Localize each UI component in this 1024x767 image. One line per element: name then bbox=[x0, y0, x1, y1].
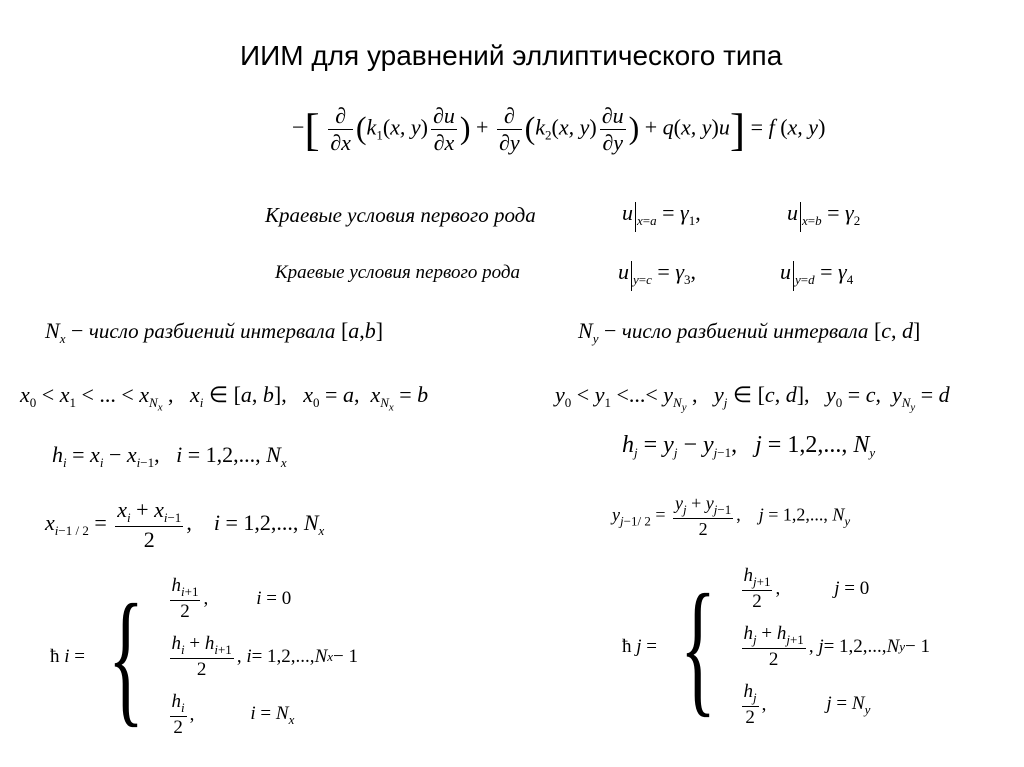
main-equation: −[ $\frac{\partial}{\partial x}$ ($k_1(x$, y) $\frac{\partial u}{\partial x}$ ) + $\frac{\partial}{\partial y}$ ($k_2(x$, y) $\frac{\partial u}{\partial y}$ ) + q(x, y)u] = f (x, y) bbox=[292, 103, 826, 155]
bc-y-right: u $_{y=d} = \gamma_4$ bbox=[780, 259, 853, 291]
x-half-nodes: $x_{i-1 / 2}$ = $\frac{x_i + x_{i-1}}{2}$ , i = 1,2,..., $N_x$ bbox=[45, 497, 325, 552]
y-half-nodes: $y_{j-1/ 2}$ = $\frac{y_j + y_{j-1}}{2}$ , j = 1,2,..., $N_y$ bbox=[612, 493, 851, 539]
hy-step: $h_j = y_j - y_{j-1}$, j = 1,2,..., $N_y$ bbox=[622, 432, 876, 460]
hbar-i-system: ħ i = { $\frac{h_{i+1}}{2}$ , i = 0 $\frac{h_i + h_{i+1}}{2}$ , i = 1,2,..., N x − 1 $\frac{h_i}{2}$ , $i = N_x$ bbox=[50, 574, 358, 740]
hbar-j-system: ħ j = { $\frac{h_{j+1}}{2}$ , j = 0 $\frac{h_j + h_{j+1}}{2}$ , j = 1,2,..., N y − 1 $\frac{h_j}{2}$ , $j = N_y$ bbox=[622, 564, 930, 730]
slide-title: ИИМ для уравнений эллиптического типа bbox=[240, 40, 783, 71]
bc-x-left: u $_{x=a} = \gamma_1$, bbox=[622, 200, 701, 232]
x-grid-nodes: $x_0 < x_1$ < ... < $x_{N_x}$ , $x_i$ ∈ [a, b], $x_0 = a$, $x_{N_x} = b$ bbox=[20, 382, 429, 414]
nx-definition: $N_x$ − число разбиений интервала [a,b] bbox=[45, 318, 384, 346]
y-grid-nodes: $y_0 < y_1$ <...< $y_{N_y}$ , $y_j$ ∈ [c, d], $y_0 = c$, $y_{N_y} = d$ bbox=[555, 382, 950, 414]
bc-y-caption: Краевые условия первого рода bbox=[275, 262, 521, 283]
bc-y-left: u $_{y=c} = \gamma_3$, bbox=[618, 259, 696, 291]
hx-step: $h_i = x_i - x_{i-1}$, i = 1,2,..., $N_x$ bbox=[52, 442, 287, 470]
bc-x-right: u $_{x=b} = \gamma_2$ bbox=[787, 200, 860, 232]
nx-text: число разбиений интервала bbox=[88, 319, 336, 343]
ny-definition: $N_y$ − число разбиений интервала [c, d] bbox=[578, 318, 921, 346]
bc-x-caption: Краевые условия первого рода bbox=[265, 203, 536, 227]
ny-text: число разбиений интервала bbox=[621, 319, 869, 343]
